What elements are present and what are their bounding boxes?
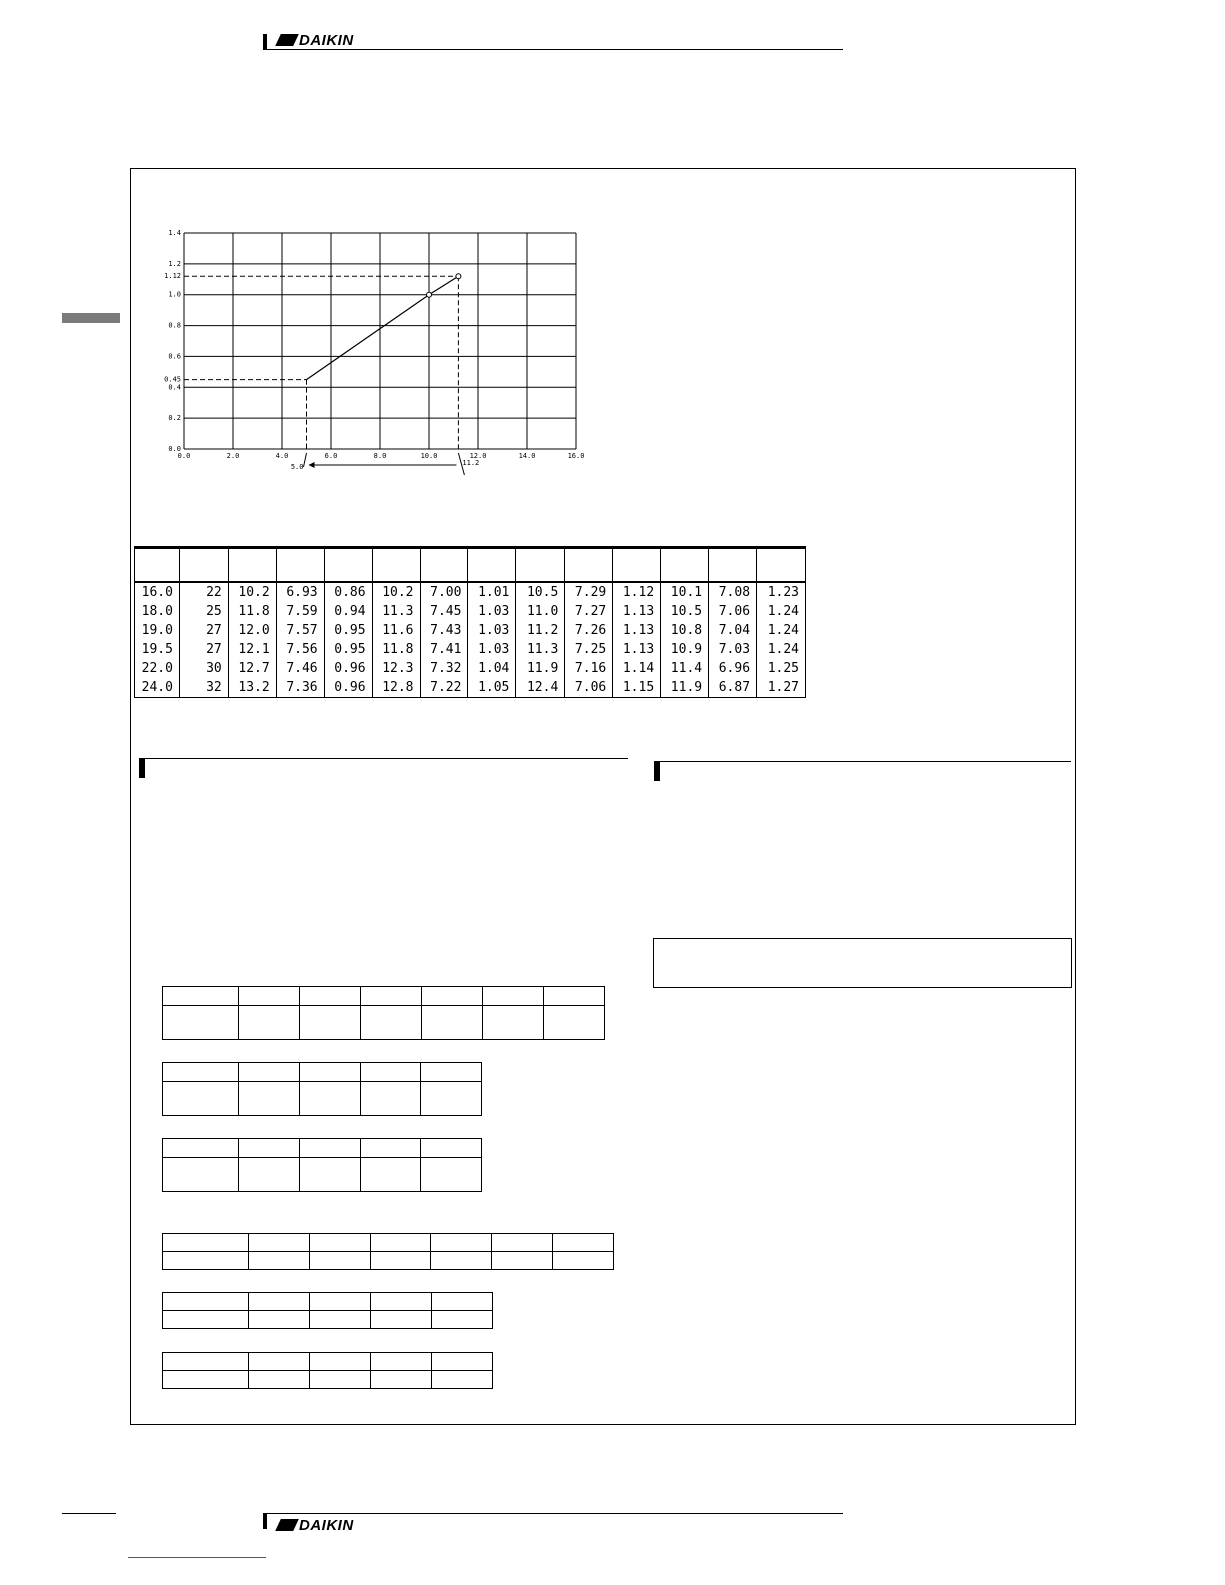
footer-bar-marker (263, 1514, 267, 1529)
table-cell: 7.26 (565, 621, 613, 640)
table-row (135, 602, 806, 621)
table-cell: 1.03 (468, 602, 516, 621)
header-rule (263, 49, 843, 50)
table-cell: 11.4 (661, 659, 709, 678)
annotation-label: 11.2 (462, 459, 480, 467)
table-cell: 12.3 (372, 659, 420, 678)
table-cell: 25 (179, 602, 228, 621)
table-cell: 7.43 (420, 621, 468, 640)
y-tick-label: 0.6 (168, 352, 181, 361)
footer-logo (278, 1517, 354, 1534)
table-cell: 1.12 (613, 582, 661, 602)
table-cell: 12.7 (228, 659, 276, 678)
x-tick-label: 6.0 (324, 452, 338, 460)
table-row (135, 621, 806, 640)
table-cell: 1.13 (613, 621, 661, 640)
table-cell: 7.32 (420, 659, 468, 678)
table-cell: 7.22 (420, 678, 468, 698)
table-cell: 27 (179, 621, 228, 640)
x-tick-label: 8.0 (373, 452, 387, 460)
x-tick-label: 0.0 (177, 452, 191, 460)
table-cell: 1.05 (468, 678, 516, 698)
table-cell: 11.9 (516, 659, 565, 678)
table-cell: 0.96 (324, 659, 372, 678)
table-cell: 11.9 (661, 678, 709, 698)
table-cell: 11.2 (516, 621, 565, 640)
table-cell: 6.96 (709, 659, 757, 678)
performance-table (134, 546, 806, 698)
table-cell: 12.4 (516, 678, 565, 698)
table-cell: 13.2 (228, 678, 276, 698)
table-cell: 12.0 (228, 621, 276, 640)
table-cell: 7.08 (709, 582, 757, 602)
table-cell: 1.24 (757, 640, 806, 659)
y-tick-label: 0.2 (168, 414, 181, 423)
footer-link-underline[interactable] (128, 1557, 266, 1558)
empty-table-3 (162, 1138, 482, 1192)
x-tick-label: 12.0 (469, 452, 487, 460)
table-cell: 18.0 (135, 602, 180, 621)
table-cell: 10.5 (661, 602, 709, 621)
y-tick-label: 0.4 (168, 383, 181, 392)
y-tick-label: 1.4 (168, 229, 181, 237)
table-cell: 19.0 (135, 621, 180, 640)
table-cell: 11.3 (516, 640, 565, 659)
table-cell: 24.0 (135, 678, 180, 698)
daikin-logo-icon (275, 34, 299, 46)
data-point (456, 274, 461, 279)
section-marker-left (139, 758, 145, 778)
table-cell: 11.8 (372, 640, 420, 659)
table-cell: 32 (179, 678, 228, 698)
y-tick-label: 0.8 (168, 321, 181, 330)
data-point (427, 292, 432, 297)
table-cell: 16.0 (135, 582, 180, 602)
table-cell: 22 (179, 582, 228, 602)
series-line (307, 276, 459, 379)
table-cell: 7.41 (420, 640, 468, 659)
table-cell: 1.03 (468, 621, 516, 640)
table-cell: 7.16 (565, 659, 613, 678)
range-arrow-head (309, 462, 315, 468)
empty-table-4 (162, 1233, 614, 1270)
table-cell: 0.96 (324, 678, 372, 698)
section-rule-left (139, 758, 628, 759)
header-brand: DAIKIN (299, 32, 354, 49)
header-bar-marker (263, 34, 267, 49)
table-row (135, 582, 806, 602)
table-cell: 7.46 (276, 659, 324, 678)
empty-table-5 (162, 1292, 493, 1329)
y-tick-label: 1.2 (168, 259, 181, 268)
empty-table-1 (162, 986, 605, 1040)
table-cell: 7.06 (709, 602, 757, 621)
side-tab (62, 313, 120, 323)
table-cell: 11.6 (372, 621, 420, 640)
footer-rule (263, 1513, 843, 1514)
x-tick-label: 10.0 (420, 452, 438, 460)
table-cell: 1.13 (613, 602, 661, 621)
table-cell: 0.95 (324, 621, 372, 640)
table-cell: 1.14 (613, 659, 661, 678)
table-cell: 7.03 (709, 640, 757, 659)
capacity-chart (160, 225, 600, 485)
table-cell: 11.8 (228, 602, 276, 621)
y-tick-label: 1.0 (168, 290, 181, 299)
table-cell: 22.0 (135, 659, 180, 678)
table-cell: 10.5 (516, 582, 565, 602)
header-logo (278, 32, 354, 49)
note-box (653, 938, 1072, 988)
table-cell: 1.13 (613, 640, 661, 659)
y-tick-label: 0.45 (164, 375, 181, 384)
table-cell: 1.15 (613, 678, 661, 698)
table-cell: 1.24 (757, 621, 806, 640)
table-cell: 10.2 (228, 582, 276, 602)
table-cell: 7.36 (276, 678, 324, 698)
table-row (135, 640, 806, 659)
table-cell: 12.8 (372, 678, 420, 698)
x-tick-label: 2.0 (226, 452, 240, 460)
table-cell: 12.1 (228, 640, 276, 659)
table-cell: 7.27 (565, 602, 613, 621)
table-cell: 7.25 (565, 640, 613, 659)
x-tick-label: 4.0 (275, 452, 289, 460)
table-cell: 1.24 (757, 602, 806, 621)
table-cell: 7.04 (709, 621, 757, 640)
table-cell: 1.27 (757, 678, 806, 698)
empty-table-2 (162, 1062, 482, 1116)
empty-table-6 (162, 1352, 493, 1389)
table-cell: 0.94 (324, 602, 372, 621)
table-cell: 11.3 (372, 602, 420, 621)
table-cell: 19.5 (135, 640, 180, 659)
footer-brand: DAIKIN (299, 1517, 354, 1534)
table-cell: 7.45 (420, 602, 468, 621)
table-cell: 0.86 (324, 582, 372, 602)
section-rule-right (654, 761, 1071, 762)
section-marker-right (654, 761, 660, 781)
table-cell: 11.0 (516, 602, 565, 621)
table-cell: 1.23 (757, 582, 806, 602)
table-cell: 1.04 (468, 659, 516, 678)
y-tick-label: 1.12 (164, 272, 181, 281)
table-cell: 1.03 (468, 640, 516, 659)
table-cell: 10.8 (661, 621, 709, 640)
table-row (135, 678, 806, 698)
daikin-logo-icon (275, 1519, 299, 1531)
y-tick-label: 0.0 (168, 445, 181, 453)
table-cell: 0.95 (324, 640, 372, 659)
table-cell: 1.01 (468, 582, 516, 602)
table-cell: 7.56 (276, 640, 324, 659)
table-row (135, 659, 806, 678)
table-cell: 7.00 (420, 582, 468, 602)
table-cell: 7.57 (276, 621, 324, 640)
table-cell: 10.9 (661, 640, 709, 659)
table-cell: 7.06 (565, 678, 613, 698)
table-cell: 7.29 (565, 582, 613, 602)
table-cell: 27 (179, 640, 228, 659)
pointer-line (304, 453, 307, 467)
table-cell: 6.93 (276, 582, 324, 602)
table-cell: 30 (179, 659, 228, 678)
table-cell: 1.25 (757, 659, 806, 678)
table-cell: 10.2 (372, 582, 420, 602)
table-cell: 6.87 (709, 678, 757, 698)
table-cell: 7.59 (276, 602, 324, 621)
x-tick-label: 14.0 (518, 452, 536, 460)
annotation-label: 5.0 (290, 463, 304, 471)
table-cell: 10.1 (661, 582, 709, 602)
footer-left-rule (62, 1513, 116, 1514)
x-tick-label: 16.0 (567, 452, 585, 460)
